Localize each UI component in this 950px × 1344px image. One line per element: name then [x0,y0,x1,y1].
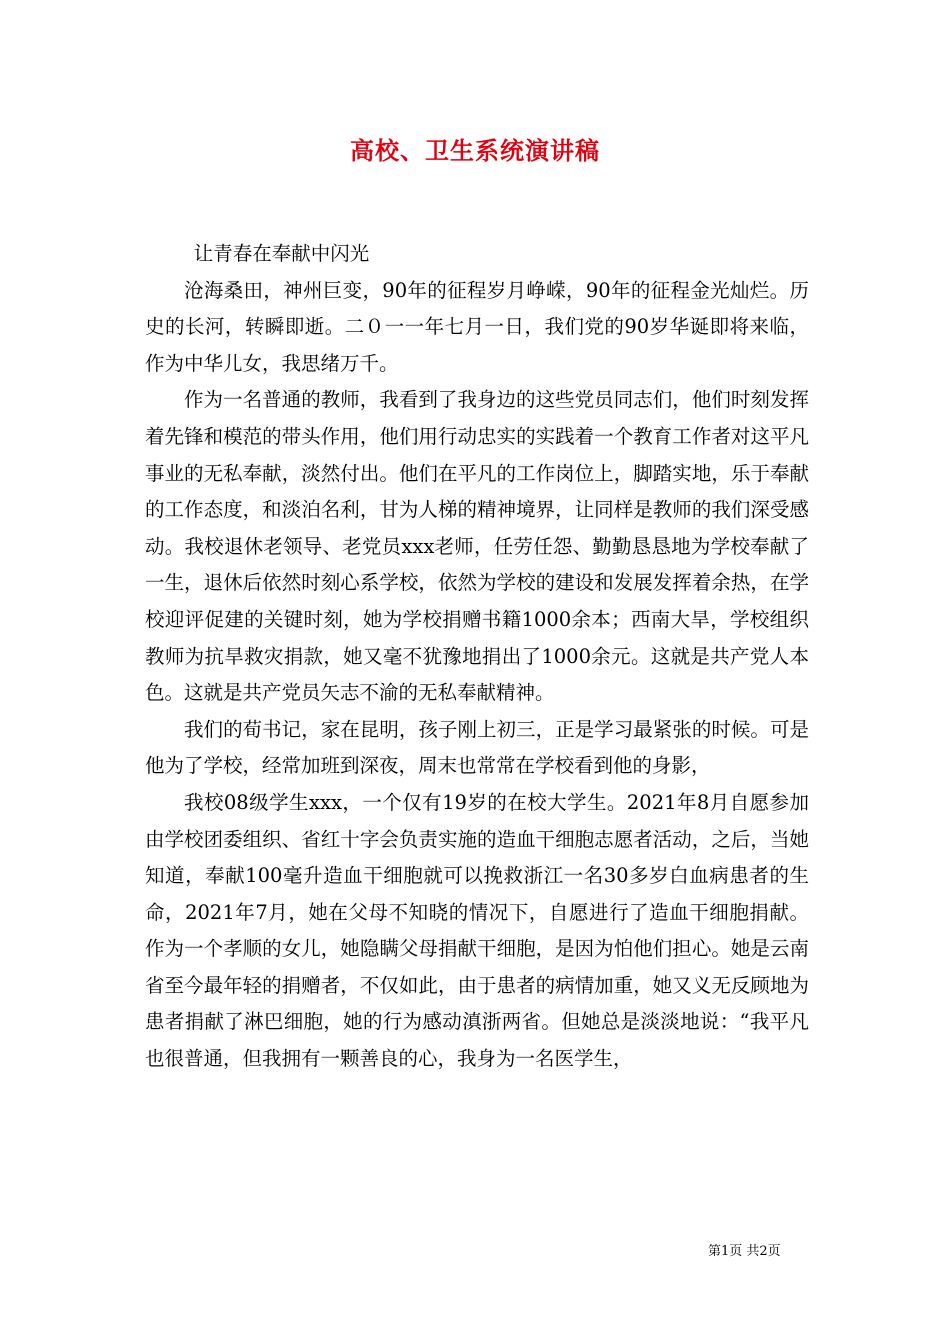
paragraph-2: 作为一名普通的教师，我看到了我身边的这些党员同志们，他们时刻发挥着先锋和模范的带头作用，他们用行动忠实的实践着一个教育工作者对这平凡事业的无私奉献，淡然付出。他们在平凡的工作岗位上，脚踏实地，乐于奉献的工作态度，和淡泊名利，甘为人梯的精神境界，让同样是教师的我们深受感动。我校退休老领导、老党员xxx老师，任劳任怨、勤勤恳恳地为学校奉献了一生，退休后依然时刻心系学校，依然为学校的建设和发展发挥着余热，在学校迎评促建的关键时刻，她为学校捐赠书籍1000余本；西南大旱，学校组织教师为抗旱救灾捐款，她又毫不犹豫地捐出了1000余元。这就是共产党人本色。这就是共产党员矢志不渝的无私奉献精神。 [145,388,809,705]
paragraph-1: 沧海桑田，神州巨变，90年的征程岁月峥嵘，90年的征程金光灿烂。历史的长河，转瞬即逝。二０一一年七月一日，我们党的90岁华诞即将来临，作为中华儿女，我思绪万千。 [145,278,809,375]
paragraph-4: 我校08级学生xxx，一个仅有19岁的在校大学生。2021年8月自愿参加由学校团委组织、省红十字会负责实施的造血干细胞志愿者活动，之后，当她知道，奉献100毫升造血干细胞就可以挽救浙江一名30多岁白血病患者的生命，2021年7月，她在父母不知晓的情况下，自愿进行了造血干细胞捐献。作为一个孝顺的女儿，她隐瞒父母捐献干细胞，是因为怕他们担心。她是云南省至今最年轻的捐赠者，不仅如此，由于患者的病情加重，她又义无反顾地为患者捐献了淋巴细胞，她的行为感动滇浙两省。但她总是淡淡地说：“我平凡也很普通，但我拥有一颗善良的心，我身为一名医学生， [145,790,809,1071]
document-title: 高校、卫生系统演讲稿 [350,136,600,165]
speech-subtitle: 让青春在奉献中闪光 [193,242,370,265]
page-number: 第1页 共2页 [708,1244,781,1259]
paragraph-3: 我们的荀书记，家在昆明，孩子刚上初三，正是学习最紧张的时候。可是他为了学校，经常加班到深夜，周末也常常在学校看到他的身影， [145,717,809,778]
document-body [145,236,809,1078]
